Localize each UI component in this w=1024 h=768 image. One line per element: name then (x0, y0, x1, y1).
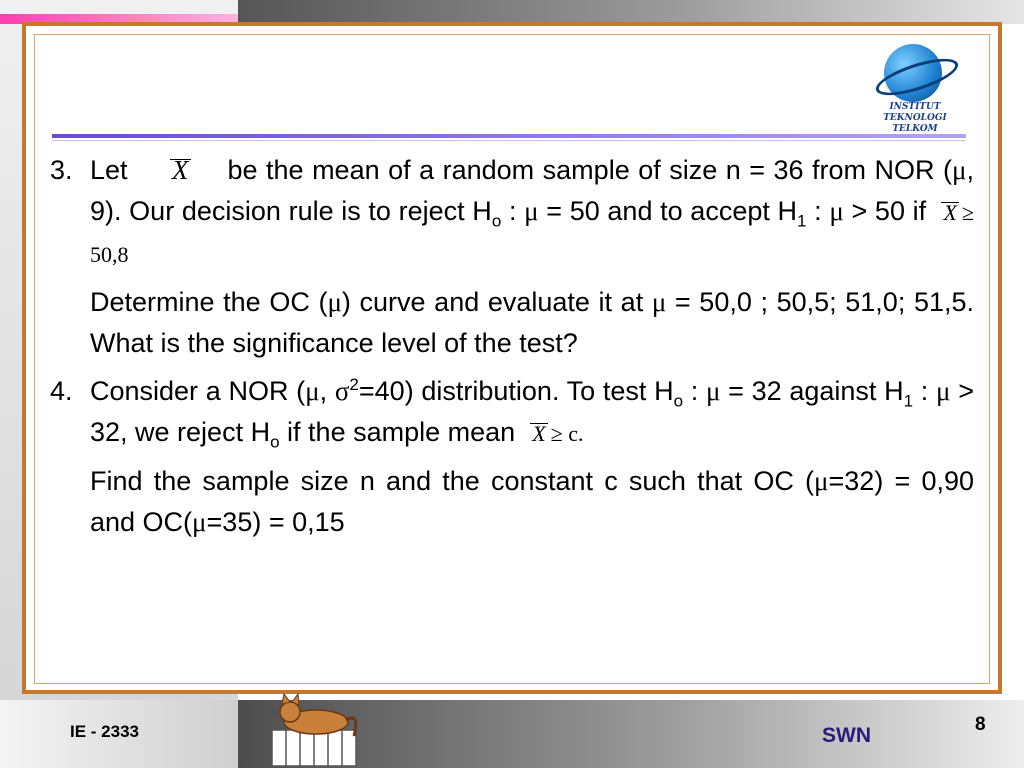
problem-number: 4. (50, 376, 73, 406)
cat-head-icon (280, 702, 300, 722)
problem-body (90, 371, 974, 550)
text-run: ) curve and evaluate it at (341, 287, 652, 317)
problem-number: 3. (50, 155, 73, 185)
text-run: = 50 and to accept H (538, 196, 798, 226)
subscript: o (491, 211, 502, 231)
mu-symbol: μ (327, 287, 342, 317)
superscript: 2 (349, 375, 359, 394)
background-top-gradient (238, 0, 1024, 24)
logo-line2: TELKOM (892, 124, 938, 134)
logo-line1: INSTITUT TEKNOLOGI (883, 102, 947, 123)
mu-symbol: μ (305, 376, 320, 406)
xbar-symbol: X (172, 155, 189, 185)
text-run: =35) = 0,15 (206, 507, 345, 537)
cat-on-fence-illustration (266, 690, 362, 768)
logo-text (860, 102, 970, 135)
mu-symbol: μ (705, 376, 721, 406)
mu-symbol: μ (952, 155, 967, 185)
text-run: , (319, 376, 335, 406)
subscript: o (673, 391, 684, 411)
text-run: =32) = 0,90 and OC( (90, 466, 974, 537)
subscript: o (270, 432, 280, 452)
text-run: Consider a NOR ( (90, 376, 306, 406)
problem-3-question (90, 282, 974, 364)
problem-3 (50, 150, 974, 371)
condition-text: ≥ 50,8 (90, 200, 974, 267)
mu-symbol: μ (651, 287, 667, 317)
page-number: 8 (975, 714, 986, 735)
xbar-symbol: X (943, 200, 957, 225)
decision-condition (530, 421, 583, 446)
condition-text: ≥ c. (550, 421, 584, 446)
course-code: IE - 2333 (70, 722, 139, 741)
text-run: = 50,0 ; 50,5; 51,0; 51,5. What is the significance level of the test? (90, 287, 974, 358)
sigma-symbol: σ (334, 376, 350, 406)
text-run: : (683, 376, 706, 406)
mu-symbol: μ (936, 376, 951, 406)
text-run: : (913, 376, 937, 406)
text-run: Find the sample size n and the constant c such that OC ( (90, 466, 815, 496)
problem-3-statement (90, 150, 974, 275)
mu-symbol: μ (829, 196, 844, 226)
subscript: 1 (903, 391, 914, 411)
text-run: be the mean of a random sample of size n = 36 from NOR ( (227, 155, 952, 185)
xbar-symbol: X (532, 421, 546, 446)
title-rule (52, 134, 966, 138)
text-run: =40) distribution. To test H (358, 376, 674, 406)
text-run: : (501, 196, 525, 226)
text-run: = 32 against H (720, 376, 904, 406)
text-run: , 9). Our decision rule is to reject H (90, 155, 974, 226)
subscript: 1 (797, 211, 807, 231)
mu-symbol: μ (524, 196, 539, 226)
title-rule-thin (52, 140, 966, 141)
text-run: Let (90, 155, 128, 185)
text-run: : (806, 196, 830, 226)
problem-4 (50, 371, 974, 550)
problem-body (90, 150, 974, 371)
mu-symbol: μ (814, 466, 829, 496)
text-run: > 32, we reject H (90, 376, 974, 447)
institution-logo (860, 40, 970, 134)
slide-content (50, 150, 974, 550)
problem-4-question (90, 461, 974, 543)
mu-symbol: μ (192, 507, 207, 537)
text-run: > 50 if (843, 196, 927, 226)
problem-4-statement (90, 371, 974, 454)
author-initials: SWN (822, 724, 871, 747)
text-run: if the sample mean (279, 417, 516, 447)
text-run: Determine the OC ( (90, 287, 328, 317)
